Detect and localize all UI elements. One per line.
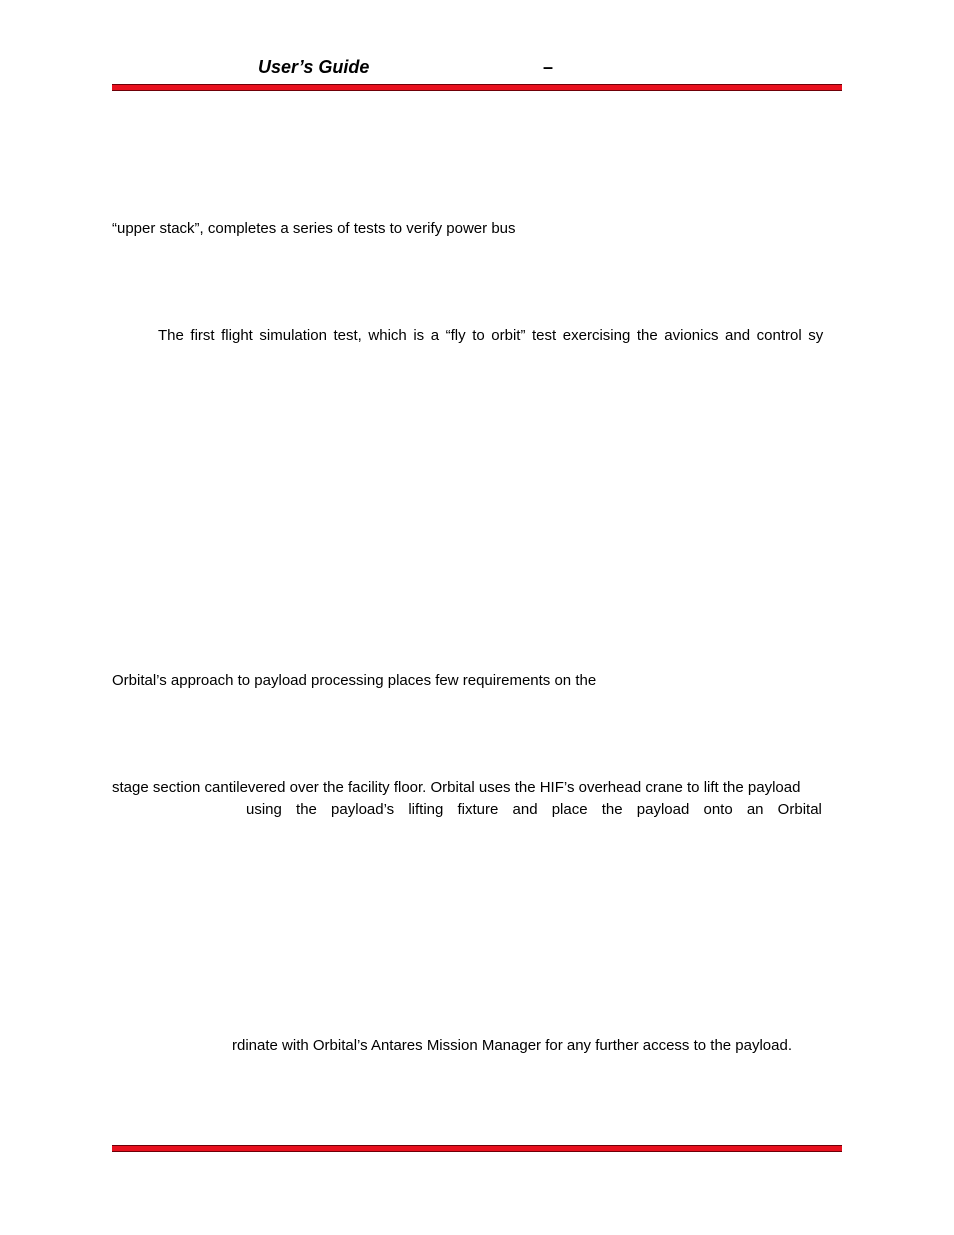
body-text-line: Orbital’s approach to payload processing places few requirements on the: [112, 672, 597, 689]
header-title: User’s Guide: [258, 57, 370, 77]
header-dash: –: [543, 57, 554, 77]
body-text-line: “upper stack”, completes a series of tests to verify power bus: [112, 220, 516, 237]
header-rule: [112, 84, 842, 91]
body-text-line: using the payload’s lifting fixture and place the payload onto an Orbital: [246, 801, 822, 818]
footer-rule: [112, 1145, 842, 1152]
body-text-line: stage section cantilevered over the facility floor. Orbital uses the HIF’s overhead crane to lift the payload: [112, 779, 801, 796]
body-text-line: The first flight simulation test, which is a “fly to orbit” test exercising the avionics and control sy: [158, 327, 824, 344]
body-text-line: rdinate with Orbital’s Antares Mission Manager for any further access to the payload.: [232, 1037, 793, 1054]
